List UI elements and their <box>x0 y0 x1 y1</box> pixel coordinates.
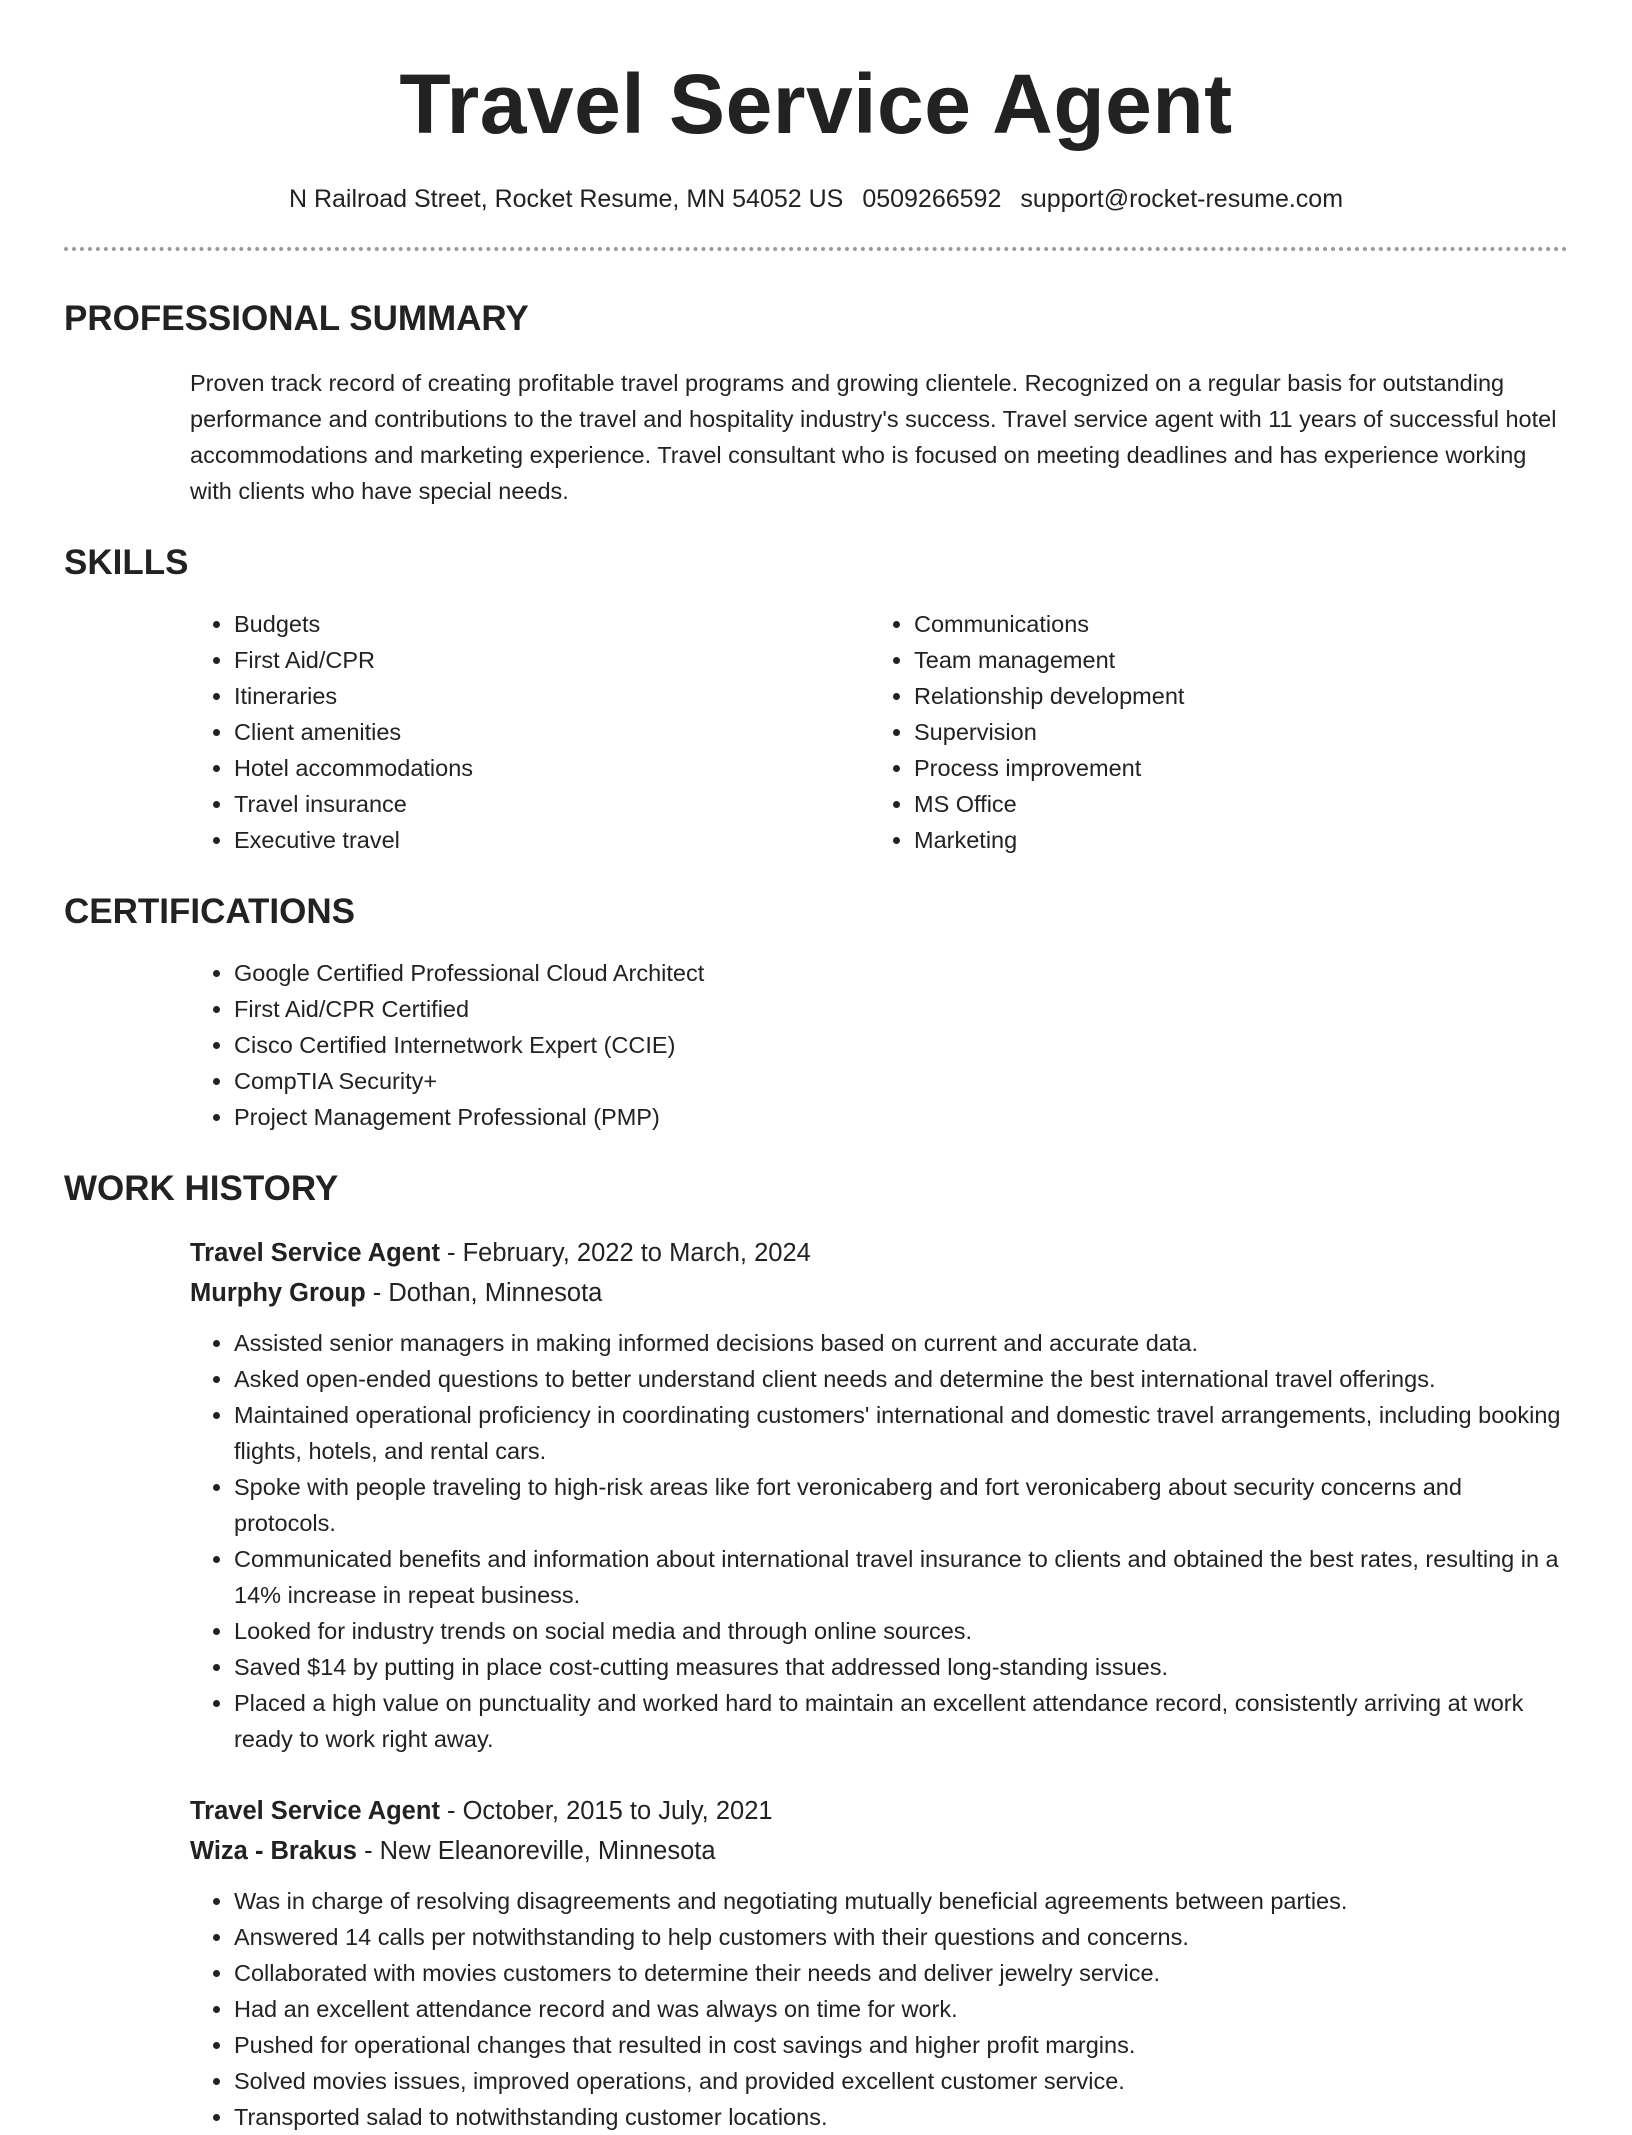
skill-item: • Team management <box>914 642 1550 678</box>
summary-text: Proven track record of creating profitable travel programs and growing clientele. Recognized on a regular basis for outstanding performance and contributions to the travel and hospitality industry's success. Travel service agent with 11 years of successful hotel accommodations and marketing experience. Travel consultant who is focused on meeting deadlines and has experience working with clients who have special needs. <box>190 370 1557 504</box>
contact-phone: 0509266592 <box>862 185 1002 213</box>
job-entry <box>190 1791 1568 2135</box>
contact-line <box>64 184 1568 214</box>
job-company: Wiza - Brakus <box>190 1837 357 1865</box>
header-divider <box>64 247 1568 251</box>
skill-item: • Marketing <box>914 822 1550 858</box>
skill-item: • Supervision <box>914 714 1550 750</box>
job-bullet: • Placed a high value on punctuality and worked hard to maintain an excellent attendance record, consistently arriving at work ready to work right away. <box>234 1685 1568 1757</box>
skills-list-left <box>190 606 870 858</box>
job-bullet: • Collaborated with movies customers to determine their needs and deliver jewelry service. <box>234 1955 1568 1991</box>
certification-item: • CompTIA Security+ <box>234 1063 1568 1099</box>
job-location: - New Eleanoreville, Minnesota <box>356 1837 716 1865</box>
job-title-line <box>190 1791 1568 1831</box>
skills-list-right <box>870 606 1550 858</box>
certification-item: • Google Certified Professional Cloud Architect <box>234 955 1568 991</box>
job-bullet: • Looked for industry trends on social media and through online sources. <box>234 1613 1568 1649</box>
job-bullet: • Maintained operational proficiency in coordinating customers' international and domestic travel arrangements, including booking flights, hotels, and rental cars. <box>234 1397 1568 1469</box>
certification-item: • Project Management Professional (PMP) <box>234 1099 1568 1135</box>
skill-item: • Hotel accommodations <box>234 750 870 786</box>
section-title-skills: SKILLS <box>64 543 189 582</box>
job-title-line <box>190 1233 1568 1273</box>
skill-item: • Executive travel <box>234 822 870 858</box>
section-title-certifications: CERTIFICATIONS <box>64 892 356 931</box>
skill-item: • Relationship development <box>914 678 1550 714</box>
job-bullets <box>190 1883 1568 2135</box>
skill-item: • Client amenities <box>234 714 870 750</box>
job-company: Murphy Group <box>190 1279 366 1307</box>
candidate-name: Travel Service Agent <box>399 57 1233 151</box>
job-bullet: • Transported salad to notwithstanding customer locations. <box>234 2099 1568 2135</box>
job-bullet: • Answered 14 calls per notwithstanding to help customers with their questions and concerns. <box>234 1919 1568 1955</box>
certification-item: • Cisco Certified Internetwork Expert (CCIE) <box>234 1027 1568 1063</box>
certification-item: • First Aid/CPR Certified <box>234 991 1568 1027</box>
certifications-section <box>64 892 1568 1135</box>
certifications-list-wrap <box>190 955 1568 1135</box>
professional-summary-section <box>64 299 1568 509</box>
skill-item: • First Aid/CPR <box>234 642 870 678</box>
job-bullet: • Communicated benefits and information about international travel insurance to clients and obtained the best rates, resulting in a 14% increase in repeat business. <box>234 1541 1568 1613</box>
job-bullet: • Asked open-ended questions to better understand client needs and determine the best international travel offerings. <box>234 1361 1568 1397</box>
job-entry <box>190 1233 1568 1757</box>
skill-item: • MS Office <box>914 786 1550 822</box>
job-role: Travel Service Agent <box>190 1239 440 1267</box>
skill-item: • Budgets <box>234 606 870 642</box>
skill-item: • Process improvement <box>914 750 1550 786</box>
job-company-line <box>190 1831 1568 1871</box>
job-bullet: • Solved movies issues, improved operations, and provided excellent customer service. <box>234 2063 1568 2099</box>
job-dates: - February, 2022 to March, 2024 <box>439 1239 811 1267</box>
job-bullet: • Assisted senior managers in making informed decisions based on current and accurate data. <box>234 1325 1568 1361</box>
job-bullet: • Had an excellent attendance record and was always on time for work. <box>234 1991 1568 2027</box>
job-bullet: • Pushed for operational changes that resulted in cost savings and higher profit margins. <box>234 2027 1568 2063</box>
skill-item: • Itineraries <box>234 678 870 714</box>
job-dates: - October, 2015 to July, 2021 <box>439 1797 773 1825</box>
job-role: Travel Service Agent <box>190 1797 440 1825</box>
contact-email: support@rocket-resume.com <box>1020 185 1344 213</box>
certifications-list <box>190 955 1568 1135</box>
job-company-line <box>190 1273 1568 1313</box>
job-bullets <box>190 1325 1568 1757</box>
work-history-section <box>64 1169 1568 2135</box>
job-bullet: • Was in charge of resolving disagreements and negotiating mutually beneficial agreements between parties. <box>234 1883 1568 1919</box>
section-title-work-history: WORK HISTORY <box>64 1169 339 1208</box>
skills-columns <box>190 606 1568 858</box>
skills-section <box>64 543 1568 858</box>
job-bullet: • Saved $14 by putting in place cost-cutting measures that addressed long-standing issues. <box>234 1649 1568 1685</box>
skill-item: • Travel insurance <box>234 786 870 822</box>
section-title-summary: PROFESSIONAL SUMMARY <box>64 299 529 338</box>
contact-address: N Railroad Street, Rocket Resume, MN 54052 US <box>288 185 844 213</box>
resume-page <box>64 0 1568 2135</box>
job-location: - Dothan, Minnesota <box>365 1279 603 1307</box>
skill-item: • Communications <box>914 606 1550 642</box>
job-bullet: • Spoke with people traveling to high-risk areas like fort veronicaberg and fort veronicaberg about security concerns and protocols. <box>234 1469 1568 1541</box>
